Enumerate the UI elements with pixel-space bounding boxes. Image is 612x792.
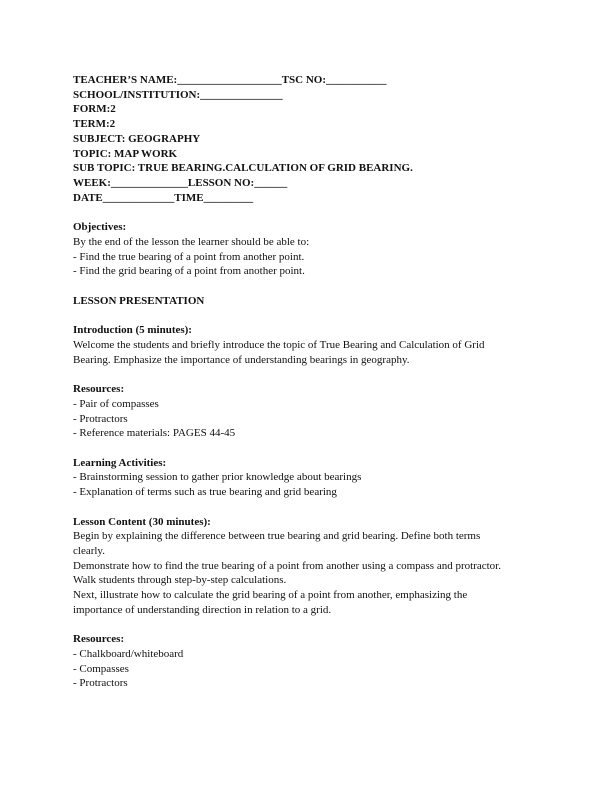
resource-item: - Compasses — [73, 662, 129, 675]
content-text: importance of understanding direction in relation to a grid. — [73, 603, 332, 616]
content-heading: Lesson Content (30 minutes): — [73, 515, 211, 528]
resource-item: - Protractors — [73, 677, 128, 690]
activity-item: - Explanation of terms such as true bearing and grid bearing — [73, 486, 337, 499]
resources-heading: Resources: — [73, 383, 125, 396]
form-field: FORM:2 — [73, 103, 116, 116]
objective-item: - Find the true bearing of a point from another point. — [73, 250, 305, 263]
date-field: DATE_____________TIME_________ — [73, 191, 254, 204]
resource-item: - Chalkboard/whiteboard — [73, 648, 184, 661]
term-field: TERM:2 — [73, 118, 116, 131]
content-text: Demonstrate how to find the true bearing of a point from another using a compass and protractor. — [73, 559, 501, 572]
subject-field: SUBJECT: GEOGRAPHY — [73, 132, 201, 145]
teacher-name-field: TEACHER’S NAME:___________________TSC NO:___________ — [73, 74, 387, 86]
introduction-heading: Introduction (5 minutes): — [73, 324, 192, 337]
objectives-heading: Objectives: — [73, 221, 127, 234]
presentation-heading: LESSON PRESENTATION — [73, 294, 205, 307]
introduction-text: Bearing. Emphasize the importance of understanding bearings in geography. — [73, 353, 410, 366]
content-text: Begin by explaining the difference between true bearing and grid bearing. Define both terms — [73, 530, 481, 543]
topic-field: TOPIC: MAP WORK — [73, 147, 178, 160]
resources-heading: Resources: — [73, 633, 125, 646]
objectives-intro: By the end of the lesson the learner should be able to: — [73, 235, 310, 248]
objective-item: - Find the grid bearing of a point from another point. — [73, 265, 305, 278]
introduction-text: Welcome the students and briefly introduce the topic of True Bearing and Calculation of Grid — [73, 338, 485, 351]
resource-item: - Reference materials: PAGES 44-45 — [73, 427, 236, 440]
lesson-plan-page — [73, 73, 553, 691]
school-field: SCHOOL/INSTITUTION:_______________ — [73, 88, 283, 101]
sub-topic-field: SUB TOPIC: TRUE BEARING.CALCULATION OF GRID BEARING. — [73, 162, 413, 175]
week-field: WEEK:______________LESSON NO:______ — [73, 177, 288, 190]
resource-item: - Protractors — [73, 412, 128, 425]
content-text: clearly. — [73, 545, 105, 557]
activity-item: - Brainstorming session to gather prior knowledge about bearings — [73, 471, 362, 484]
content-text: Next, illustrate how to calculate the grid bearing of a point from another, emphasizing the — [73, 589, 468, 602]
resource-item: - Pair of compasses — [73, 397, 159, 410]
content-text: Walk students through step-by-step calculations. — [73, 574, 287, 587]
activities-heading: Learning Activities: — [73, 456, 167, 469]
